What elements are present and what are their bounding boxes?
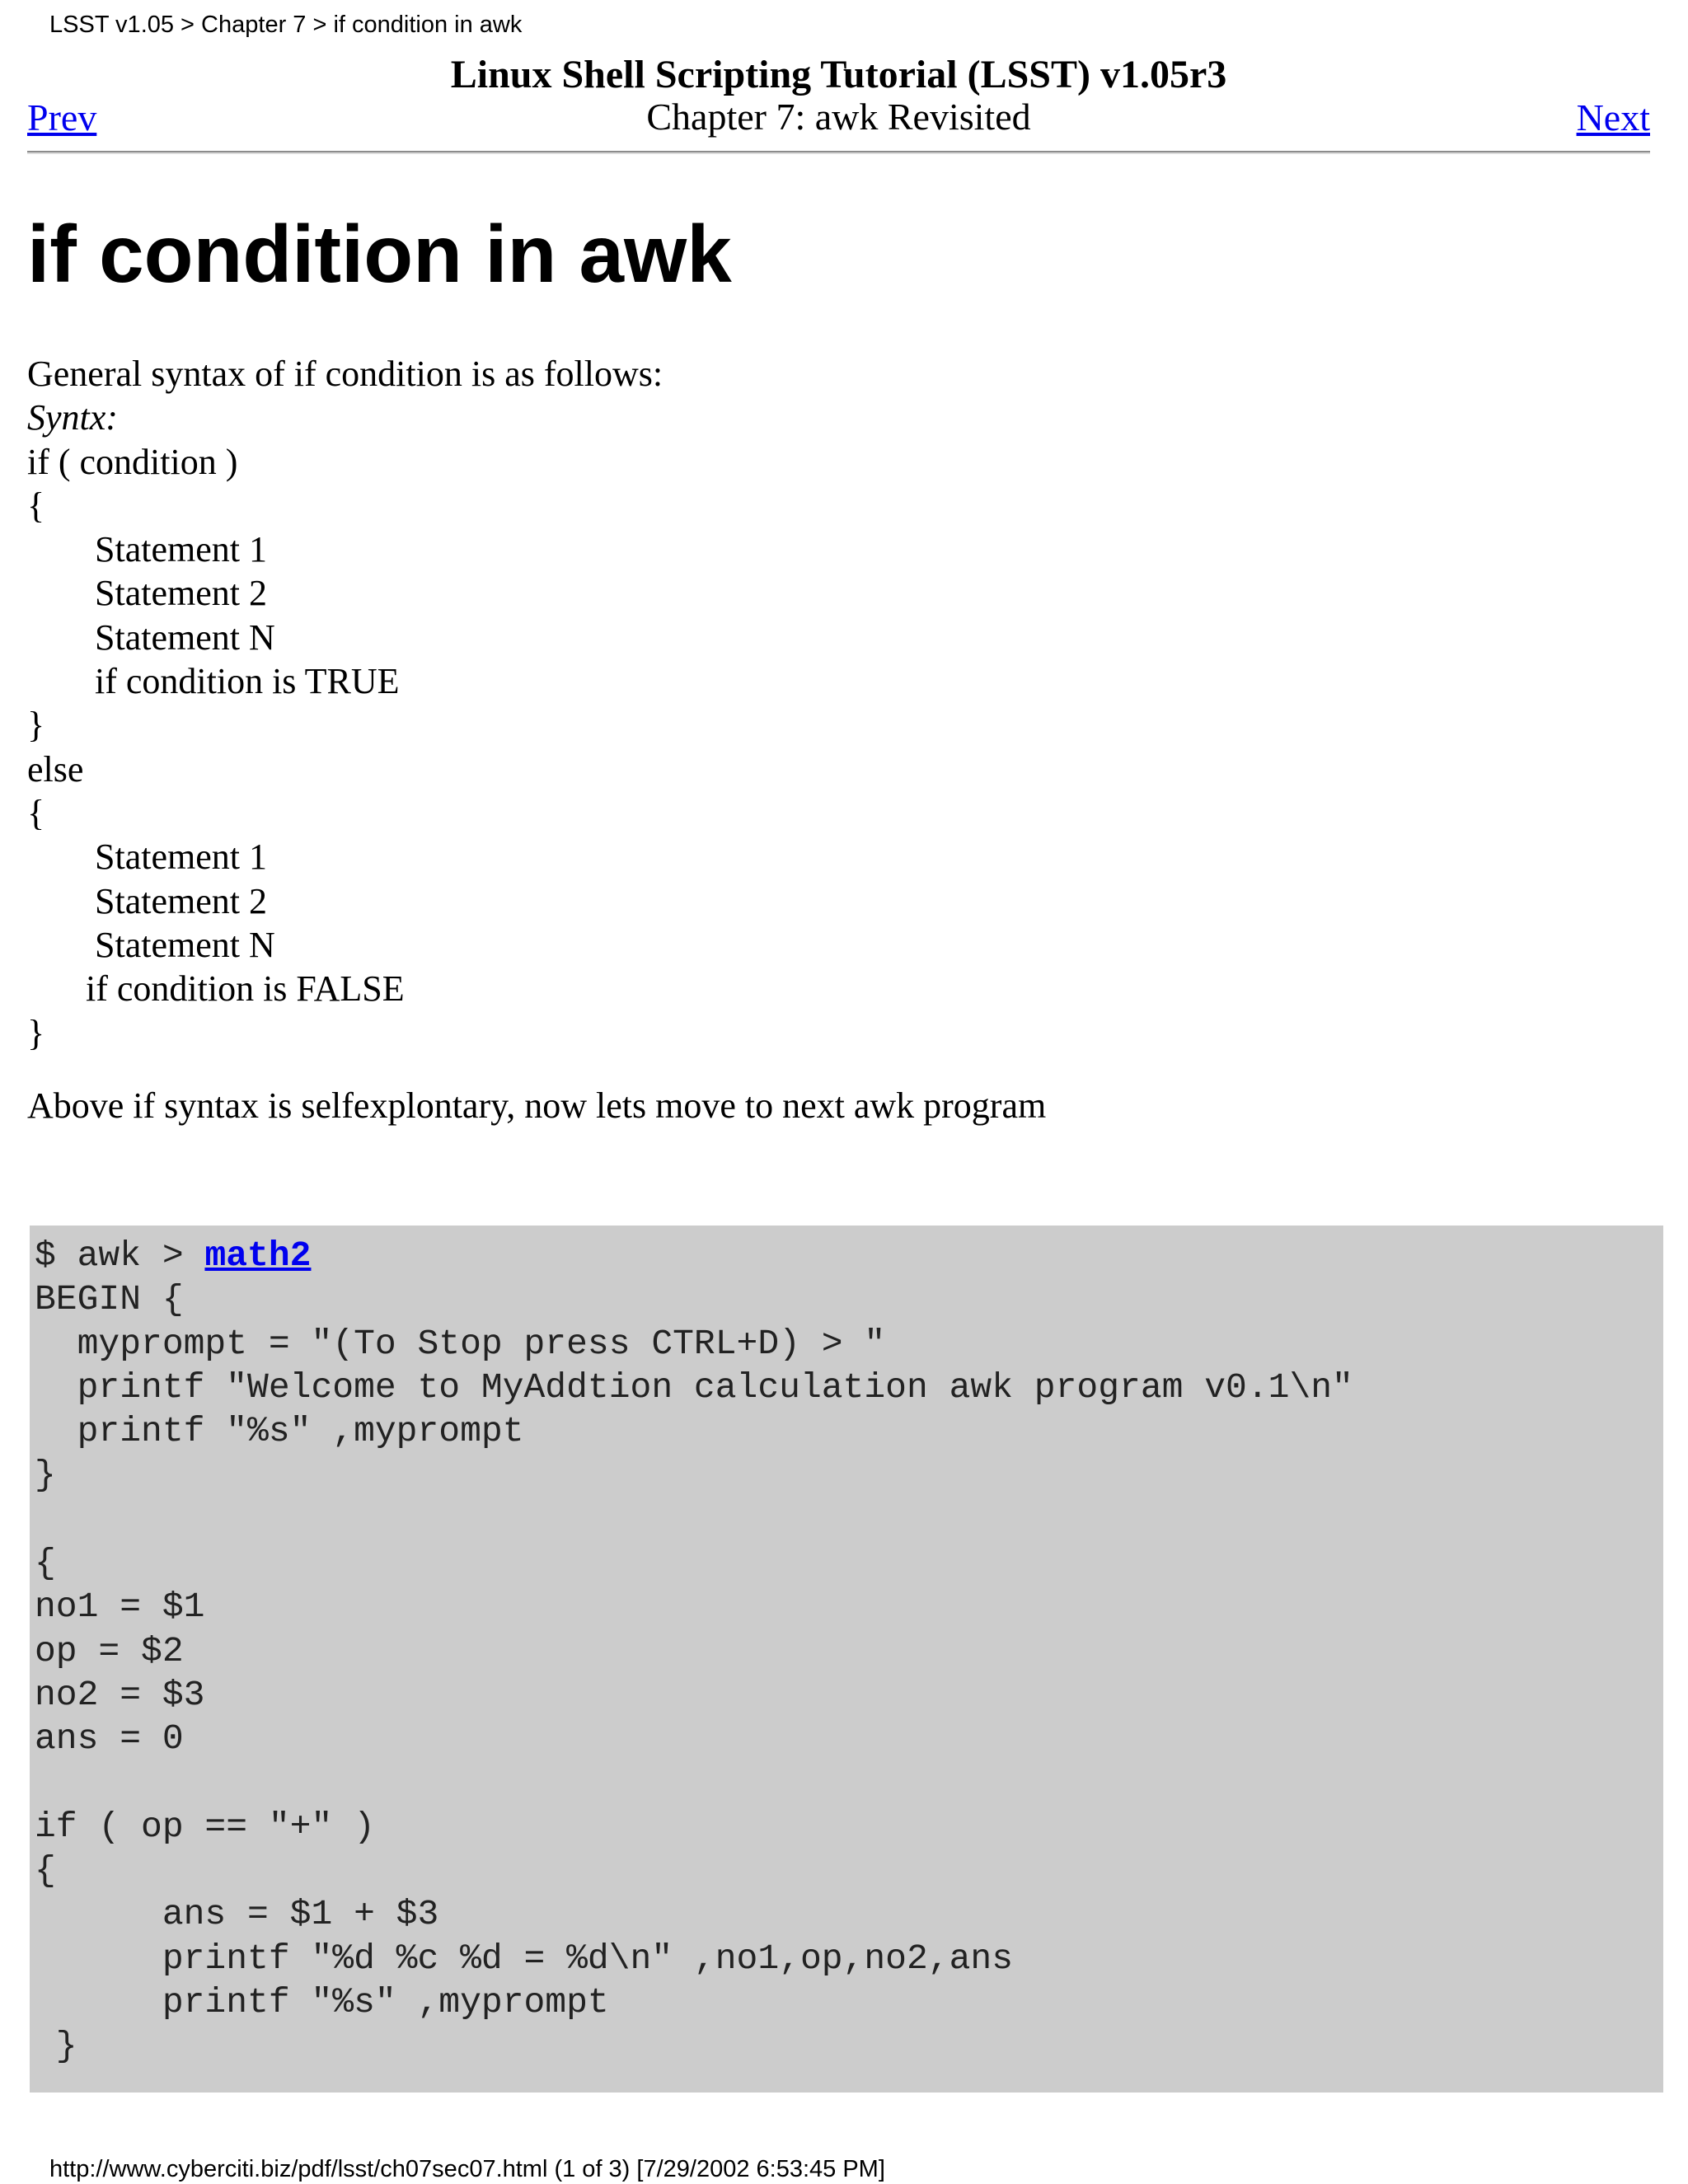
code-line: myprompt = "(To Stop press CTRL+D) > " — [35, 1324, 886, 1364]
prompt-prefix: $ awk > — [35, 1235, 205, 1276]
syntax-true-statement: Statement 2 — [95, 573, 267, 613]
code-line: ans = 0 — [35, 1718, 184, 1759]
page-title: if condition in awk — [27, 209, 732, 299]
code-line: printf "%s" ,myprompt — [35, 1982, 609, 2022]
tutorial-title: Linux Shell Scripting Tutorial (LSST) v1.05r3 — [450, 53, 1227, 96]
code-line: no2 = $3 — [35, 1675, 205, 1715]
math2-file-link[interactable]: math2 — [204, 1235, 312, 1276]
syntax-true-statement: Statement 1 — [95, 529, 267, 569]
chapter-subtitle: Chapter 7: awk Revisited — [646, 96, 1031, 138]
syntax-label: Syntx: — [27, 397, 118, 438]
code-line: } — [35, 1455, 56, 1495]
syntax-open-brace: { — [27, 485, 45, 526]
syntax-outro: Above if syntax is selfexplontary, now lets move to next awk program — [27, 1085, 1047, 1126]
syntax-true-statement: Statement N — [95, 617, 275, 658]
code-line: } — [35, 2026, 77, 2066]
code-line: op = $2 — [35, 1631, 184, 1671]
breadcrumb: LSST v1.05 > Chapter 7 > if condition in awk — [49, 12, 523, 38]
syntax-false-statement: Statement 1 — [95, 837, 267, 877]
syntax-intro: General syntax of if condition is as follows: — [27, 354, 663, 394]
code-line-prompt — [35, 1234, 311, 1277]
code-line: printf "%d %c %d = %d\n" ,no1,op,no2,ans — [35, 1938, 1013, 1979]
syntax-true-statement: if condition is TRUE — [95, 661, 400, 701]
code-line: { — [35, 1543, 56, 1583]
code-line: if ( op == "+" ) — [35, 1807, 375, 1847]
footer-url: http://www.cyberciti.biz/pdf/lsst/ch07sec07.html (1 of 3) [7/29/2002 6:53:45 PM] — [49, 2156, 885, 2182]
syntax-close-brace: } — [27, 705, 45, 745]
syntax-false-statement: Statement 2 — [95, 881, 267, 921]
code-line: no1 = $1 — [35, 1586, 205, 1627]
chapter-header — [27, 53, 1650, 142]
header-divider — [27, 151, 1650, 154]
prev-link[interactable]: Prev — [27, 96, 97, 138]
code-line: { — [35, 1850, 56, 1891]
syntax-else-line: else — [27, 749, 84, 790]
syntax-open-brace: { — [27, 793, 45, 833]
syntax-close-brace: } — [27, 1013, 45, 1053]
code-line: BEGIN { — [35, 1279, 184, 1319]
next-link[interactable]: Next — [1576, 96, 1650, 138]
syntax-false-statement: Statement N — [95, 925, 275, 965]
code-listing — [30, 1226, 1663, 2093]
code-line: ans = $1 + $3 — [35, 1894, 439, 1934]
syntax-false-statement: if condition is FALSE — [86, 968, 405, 1009]
syntax-if-line: if ( condition ) — [27, 442, 238, 482]
code-line: printf "%s" ,myprompt — [35, 1411, 524, 1451]
code-line: printf "Welcome to MyAddtion calculation awk program v0.1\n" — [35, 1367, 1353, 1408]
